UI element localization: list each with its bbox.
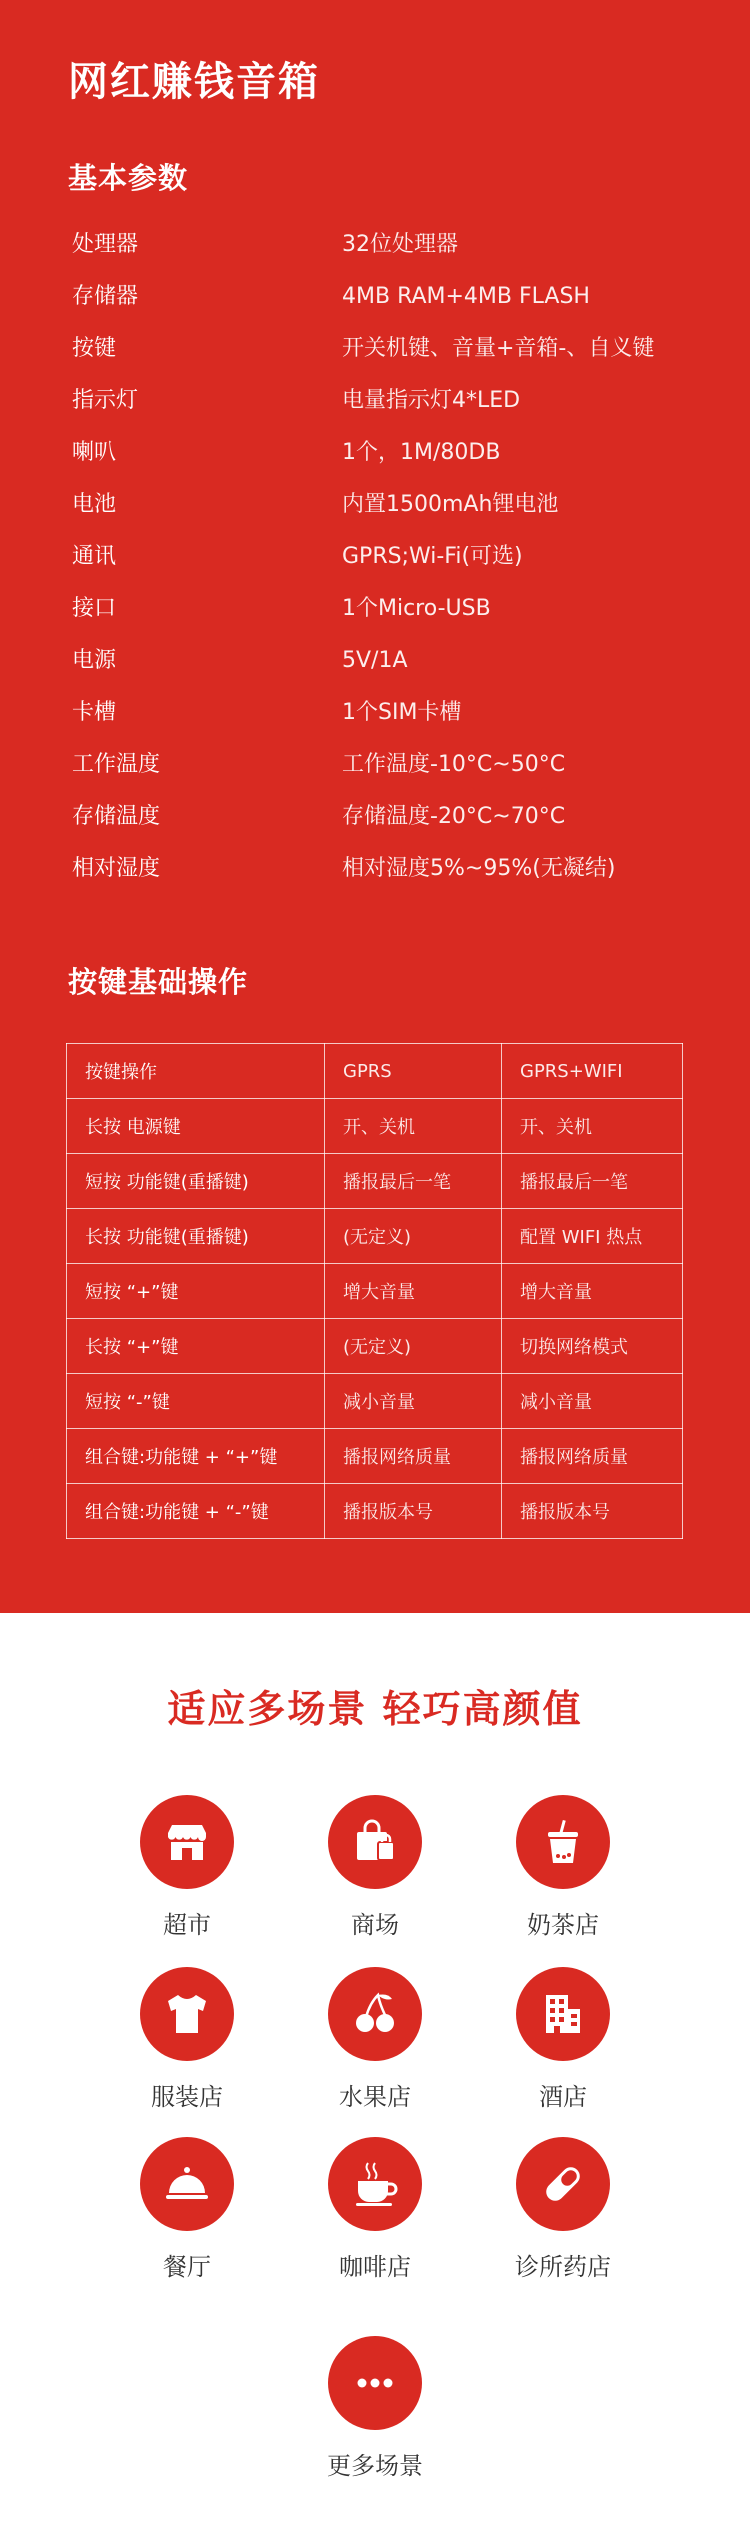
spec-key: 存储器 <box>72 284 139 309</box>
spec-value: 1个，1M/80DB <box>342 440 501 465</box>
spec-key: 电源 <box>72 648 117 673</box>
spec-value: 开关机键、音量+音箱-、自义键 <box>342 336 655 361</box>
spec-value: 5V/1A <box>342 648 408 673</box>
scene-label: 更多场景 <box>327 2452 423 2480</box>
gprs-cell: 减小音量 <box>325 1374 502 1429</box>
scene-pharmacy <box>483 2137 643 2282</box>
scene-label: 诊所药店 <box>515 2253 611 2281</box>
scene-label: 餐厅 <box>163 2253 211 2281</box>
spec-value: 32位处理器 <box>342 232 458 257</box>
table-row <box>67 1154 683 1209</box>
spec-key: 工作温度 <box>72 752 161 777</box>
spec-value: 1个SIM卡槽 <box>342 700 462 725</box>
op-cell: 短按 “+”键 <box>67 1264 325 1319</box>
gprs-wifi-cell: 播报网络质量 <box>502 1429 683 1484</box>
scene-clothing <box>107 1967 267 2112</box>
op-cell: 短按 功能键(重播键) <box>67 1154 325 1209</box>
scene-label: 超市 <box>163 1911 211 1939</box>
gprs-wifi-cell: 播报最后一笔 <box>502 1154 683 1209</box>
spec-value: 4MB RAM+4MB FLASH <box>342 284 590 309</box>
spec-row <box>72 323 712 375</box>
key-ops-heading: 按键基础操作 <box>68 965 249 999</box>
pill-icon <box>516 2137 610 2231</box>
header-cell: GPRS+WIFI <box>502 1044 683 1099</box>
scene-label: 商场 <box>351 1911 399 1939</box>
gprs-wifi-cell: 播报版本号 <box>502 1484 683 1539</box>
spec-row <box>72 583 712 635</box>
spec-key: 按键 <box>72 336 117 361</box>
header-cell: 按键操作 <box>67 1044 325 1099</box>
op-cell: 短按 “-”键 <box>67 1374 325 1429</box>
op-cell: 长按 电源键 <box>67 1099 325 1154</box>
cherry-icon <box>328 1967 422 2061</box>
spec-row <box>72 791 712 843</box>
spec-row <box>72 271 712 323</box>
shopping-bag-icon <box>328 1795 422 1889</box>
spec-row <box>72 739 712 791</box>
gprs-wifi-cell: 减小音量 <box>502 1374 683 1429</box>
spec-value: GPRS;Wi-Fi(可选) <box>342 544 523 569</box>
scene-label: 服装店 <box>151 2083 223 2111</box>
spec-row <box>72 687 712 739</box>
gprs-cell: 播报版本号 <box>325 1484 502 1539</box>
spec-key: 处理器 <box>72 232 139 257</box>
gprs-cell: (无定义) <box>325 1319 502 1374</box>
op-cell: 组合键:功能键 + “+”键 <box>67 1429 325 1484</box>
op-cell: 长按 “+”键 <box>67 1319 325 1374</box>
scene-label: 酒店 <box>539 2083 587 2111</box>
spec-row <box>72 635 712 687</box>
spec-value: 工作温度-10°C~50°C <box>342 752 566 777</box>
key-ops-table <box>66 1043 683 1539</box>
store-icon <box>140 1795 234 1889</box>
spec-row <box>72 531 712 583</box>
spec-value: 电量指示灯4*LED <box>342 388 521 413</box>
coffee-cup-icon <box>328 2137 422 2231</box>
scene-more[interactable] <box>295 2336 455 2481</box>
scene-fruit <box>295 1967 455 2112</box>
scene-hotel <box>483 1967 643 2112</box>
spec-value: 1个Micro-USB <box>342 596 491 621</box>
scene-restaurant <box>107 2137 267 2282</box>
spec-key: 接口 <box>72 596 117 621</box>
op-cell: 组合键:功能键 + “-”键 <box>67 1484 325 1539</box>
gprs-cell: 播报网络质量 <box>325 1429 502 1484</box>
basic-params-heading: 基本参数 <box>68 161 189 195</box>
spec-key: 指示灯 <box>72 388 139 413</box>
spec-key: 电池 <box>72 492 117 517</box>
spec-key: 存储温度 <box>72 804 161 829</box>
table-row <box>67 1484 683 1539</box>
scene-milk-tea <box>483 1795 643 1940</box>
header-cell: GPRS <box>325 1044 502 1099</box>
cloche-icon <box>140 2137 234 2231</box>
spec-key: 喇叭 <box>72 440 117 465</box>
spec-value: 相对湿度5%~95%(无凝结) <box>342 856 616 881</box>
op-cell: 长按 功能键(重播键) <box>67 1209 325 1264</box>
table-row <box>67 1429 683 1484</box>
table-row <box>67 1374 683 1429</box>
hotel-building-icon <box>516 1967 610 2061</box>
scene-supermarket <box>107 1795 267 1940</box>
spec-row <box>72 843 712 895</box>
table-row <box>67 1099 683 1154</box>
page-title: 网红赚钱音箱 <box>68 59 320 105</box>
scene-label: 咖啡店 <box>339 2253 411 2281</box>
spec-key: 相对湿度 <box>72 856 161 881</box>
gprs-wifi-cell: 配置 WIFI 热点 <box>502 1209 683 1264</box>
tshirt-icon <box>140 1967 234 2061</box>
milk-tea-icon <box>516 1795 610 1889</box>
spec-row <box>72 479 712 531</box>
gprs-wifi-cell: 开、关机 <box>502 1099 683 1154</box>
gprs-cell: 播报最后一笔 <box>325 1154 502 1209</box>
gprs-cell: 增大音量 <box>325 1264 502 1319</box>
scene-label: 水果店 <box>339 2083 411 2111</box>
spec-value: 存储温度-20°C~70°C <box>342 804 566 829</box>
spec-key: 通讯 <box>72 544 117 569</box>
gprs-cell: 开、关机 <box>325 1099 502 1154</box>
table-row <box>67 1264 683 1319</box>
spec-row <box>72 219 712 271</box>
table-row <box>67 1209 683 1264</box>
spec-row <box>72 375 712 427</box>
gprs-wifi-cell: 切换网络模式 <box>502 1319 683 1374</box>
scene-mall <box>295 1795 455 1940</box>
spec-key: 卡槽 <box>72 700 117 725</box>
table-row <box>67 1319 683 1374</box>
more-dots-icon[interactable] <box>328 2336 422 2430</box>
gprs-cell: (无定义) <box>325 1209 502 1264</box>
scenes-title: 适应多场景 轻巧高颜值 <box>167 1687 583 1731</box>
scene-coffee <box>295 2137 455 2282</box>
spec-row <box>72 427 712 479</box>
table-header-row <box>67 1044 683 1099</box>
scene-label: 奶茶店 <box>527 1911 599 1939</box>
gprs-wifi-cell: 增大音量 <box>502 1264 683 1319</box>
spec-value: 内置1500mAh锂电池 <box>342 492 559 517</box>
